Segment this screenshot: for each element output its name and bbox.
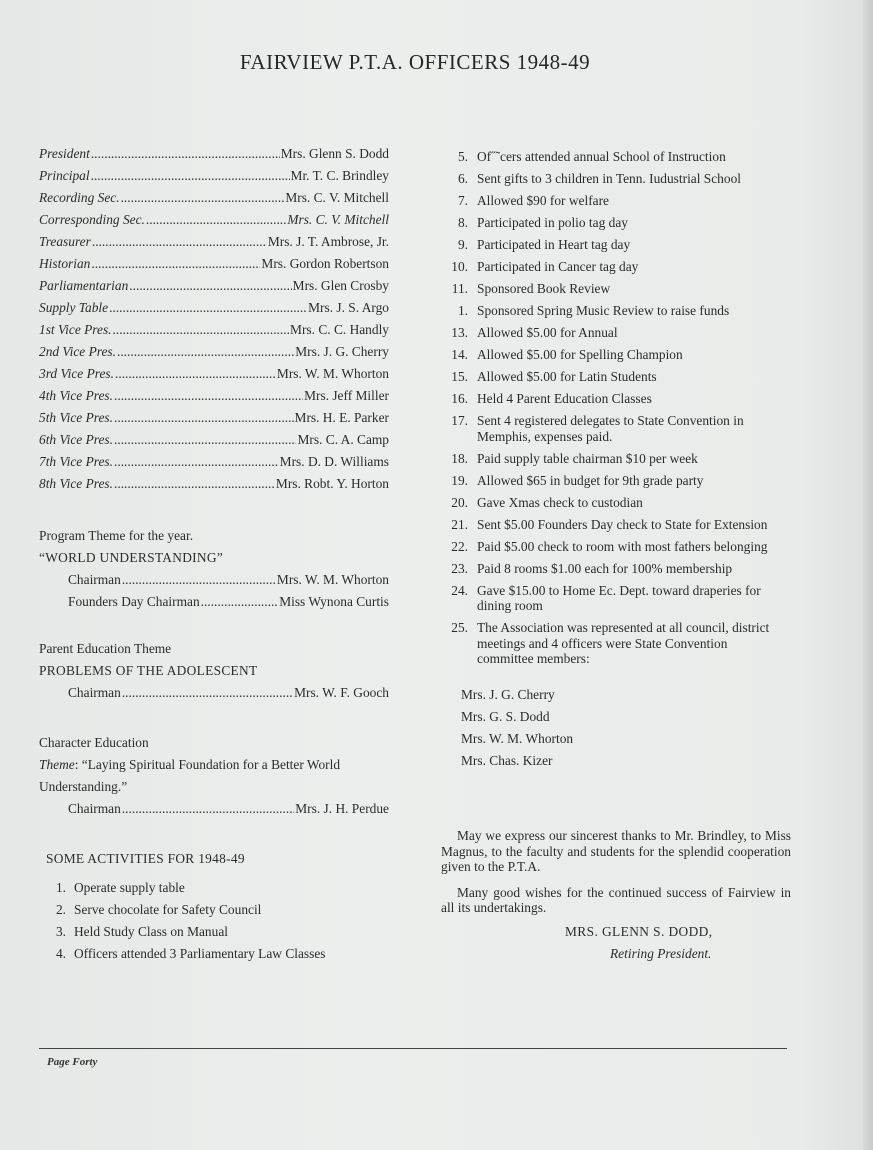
signature-name: MRS. GLENN S. DODD, xyxy=(565,924,713,939)
page-number: Page Forty xyxy=(47,1056,98,1068)
character-ed-theme: Theme: “Laying Spiritual Foundation for a Better World xyxy=(39,757,341,772)
officer-row: Recording Sec. ..... Mrs. C. V. Mitchell xyxy=(39,190,389,212)
parent-ed-theme: PROBLEMS OF THE ADOLESCENT xyxy=(39,663,258,678)
list-item: 20. Gave Xmas check to custodian xyxy=(451,494,643,510)
officer-row: 8th Vice Pres. ..... Mrs. Robt. Y. Horton xyxy=(39,476,389,498)
page-edge xyxy=(863,0,873,1150)
officer-row: 5th Vice Pres. ..... Mrs. H. E. Parker xyxy=(39,410,389,432)
officers-list xyxy=(39,146,389,498)
character-ed-heading: Character Education xyxy=(39,735,149,750)
program-theme-section xyxy=(39,528,389,616)
activities-heading: SOME ACTIVITIES FOR 1948-49 xyxy=(46,851,245,866)
list-item: 24. Gave $15.00 to Home Ec. Dept. toward draperies for dining room xyxy=(451,582,761,613)
parent-education-section xyxy=(39,641,389,707)
list-item: 9. Participated in Heart tag day xyxy=(457,237,631,252)
officer-row: Parliamentarian ..... Mrs. Glen Crosby xyxy=(39,278,389,300)
activities-list-right xyxy=(435,149,785,775)
officer-row: Treasurer ..... Mrs. J. T. Ambrose, Jr. xyxy=(39,234,389,256)
list-item: 22. Paid $5.00 check to room with most fathers belonging xyxy=(451,538,768,554)
officer-row: 4th Vice Pres. ..... Mrs. Jeff Miller xyxy=(39,388,389,410)
closing-text xyxy=(441,828,791,926)
list-item: 15. Allowed $5.00 for Latin Students xyxy=(451,369,657,384)
program-chairman-row: Chairman ..... Mrs. W. M. Whorton xyxy=(39,572,389,594)
member-name: Mrs. J. G. Cherry xyxy=(461,687,555,702)
list-item: 19. Allowed $65 in budget for 9th grade party xyxy=(451,472,704,488)
list-item: 10. Participated in Cancer tag day xyxy=(451,259,639,274)
page-title: FAIRVIEW P.T.A. OFFICERS 1948-49 xyxy=(239,50,591,74)
closing-paragraph: Many good wishes for the continued success of Fairview in all its undertakings. xyxy=(441,884,791,915)
member-name: Mrs. G. S. Dodd xyxy=(461,709,550,724)
activities-list-left xyxy=(39,880,369,968)
member-name: Mrs. Chas. Kizer xyxy=(461,753,553,768)
parent-ed-heading: Parent Education Theme xyxy=(39,641,172,656)
list-item: 6. Sent gifts to 3 children in Tenn. Iudustrial School xyxy=(457,171,741,186)
officer-row: Supply Table ..... Mrs. J. S. Argo xyxy=(39,300,389,322)
officer-row: President ..... Mrs. Glenn S. Dodd xyxy=(39,146,389,168)
list-item: 7. Allowed $90 for welfare xyxy=(457,193,609,208)
list-item: 21. Sent $5.00 Founders Day check to State for Extension xyxy=(451,516,768,532)
list-item: 8. Participated in polio tag day xyxy=(457,215,628,230)
founders-chairman-row: Founders Day Chairman ..... Miss Wynona Curtis xyxy=(39,594,389,616)
list-item: 5. Of˝˜cers attended annual School of Instruction xyxy=(457,149,726,164)
officer-row: 1st Vice Pres. ..... Mrs. C. C. Handly xyxy=(39,322,389,344)
list-item: 2. Serve chocolate for Safety Council xyxy=(55,902,262,917)
officer-row: Corresponding Sec. ..... Mrs. C. V. Mitchell xyxy=(39,212,389,234)
officer-row: Principal ..... Mr. T. C. Brindley xyxy=(39,168,389,190)
footer-rule xyxy=(39,1048,787,1049)
parent-ed-chairman-row: Chairman ..... Mrs. W. F. Gooch xyxy=(39,685,389,707)
list-item: 14. Allowed $5.00 for Spelling Champion xyxy=(451,347,683,362)
program-theme: “WORLD UNDERSTANDING” xyxy=(39,550,224,565)
list-item: 16. Held 4 Parent Education Classes xyxy=(451,391,652,406)
officer-row: 2nd Vice Pres. ..... Mrs. J. G. Cherry xyxy=(39,344,389,366)
character-ed-theme-cont: Understanding.” xyxy=(39,779,128,794)
list-item: 1. Operate supply table xyxy=(55,880,185,895)
closing-paragraph: May we express our sincerest thanks to Mr. Brindley, to Miss Magnus, to the faculty and students for the splendid cooperation given to the P.T.A. xyxy=(441,828,791,874)
list-item: 4. Officers attended 3 Parliamentary Law Classes xyxy=(55,946,326,961)
list-item: 25. The Association was represented at all council, district meetings and 4 officers were State Convention committee members: xyxy=(451,620,770,666)
character-ed-chairman-row: Chairman ..... Mrs. J. H. Perdue xyxy=(39,801,389,823)
officer-row: 7th Vice Pres. ..... Mrs. D. D. Williams xyxy=(39,454,389,476)
list-item: 17. Sent 4 registered delegates to State Convention in Memphis, expenses paid. xyxy=(451,413,744,444)
list-item: 11. Sponsored Book Review xyxy=(451,281,611,296)
member-name: Mrs. W. M. Whorton xyxy=(461,731,574,746)
officer-row: Historian ..... Mrs. Gordon Robertson xyxy=(39,256,389,278)
list-item: 18. Paid supply table chairman $10 per week xyxy=(451,450,698,466)
officer-row: 3rd Vice Pres. ..... Mrs. W. M. Whorton xyxy=(39,366,389,388)
signature-title: Retiring President. xyxy=(610,946,712,961)
program-heading: Program Theme for the year. xyxy=(39,528,194,543)
officer-row: 6th Vice Pres. ..... Mrs. C. A. Camp xyxy=(39,432,389,454)
list-item: 3. Held Study Class on Manual xyxy=(55,924,228,939)
list-item: 13. Allowed $5.00 for Annual xyxy=(451,325,618,340)
list-item: 23. Paid 8 rooms $1.00 each for 100% membership xyxy=(451,560,733,576)
list-item: 1. Sponsored Spring Music Review to raise funds xyxy=(457,303,730,318)
character-education-section xyxy=(39,735,389,823)
